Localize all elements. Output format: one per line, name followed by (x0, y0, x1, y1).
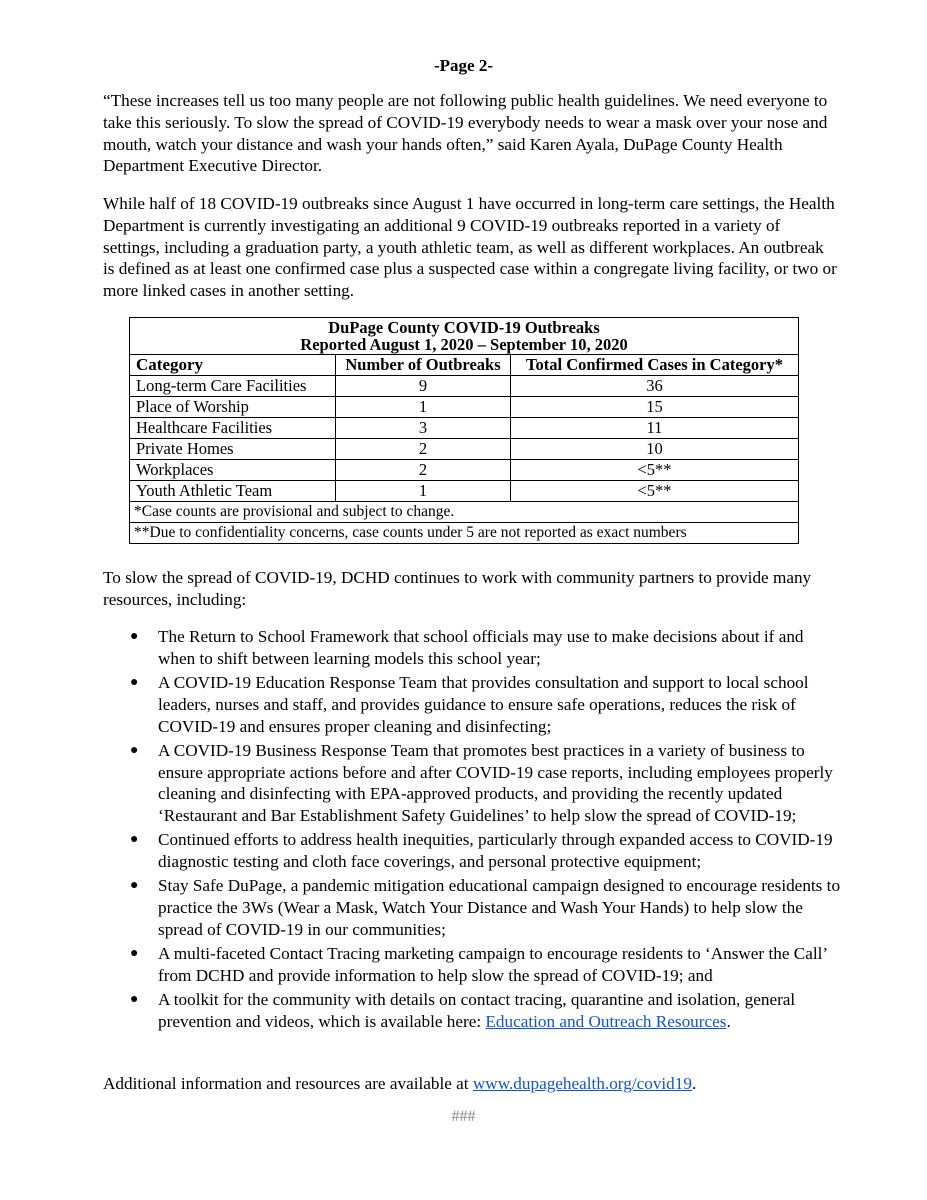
bullet-icon: ● (130, 992, 139, 1008)
bullet-icon: ● (130, 946, 139, 962)
cases-cell: <5** (511, 481, 799, 502)
table-row (130, 481, 799, 502)
additional-info-text: Additional information and resources are available at (103, 1074, 473, 1093)
page-header: -Page 2- (433, 56, 493, 75)
outbreaks-cell: 1 (336, 397, 511, 418)
table-row (130, 376, 799, 397)
list-item-text: The Return to School Framework that school officials may use to make decisions about if and when to shift between learning models this school year; (158, 627, 804, 668)
outbreaks-cell: 2 (336, 460, 511, 481)
list-item-text: Continued efforts to address health inequities, particularly through expanded access to COVID-19 diagnostic testing and cloth face coverings, and personal protective equipment; (158, 830, 833, 872)
bullet-icon: ● (130, 674, 139, 690)
list-item (103, 672, 843, 737)
outbreaks-cell: 9 (336, 376, 511, 397)
table-title-line1: DuPage County COVID-19 Outbreaks (328, 318, 600, 337)
table-header-row (130, 355, 799, 376)
list-item-text: A COVID-19 Education Response Team that provides consultation and support to local school leaders, nurses and staff, and provides guidance to ensure safe operations, reduces the risk of COVID-19 and ensures proper cleaning and disinfecting; (158, 672, 809, 736)
table-row (130, 439, 799, 460)
education-outreach-link[interactable]: Education and Outreach Resources (485, 1011, 727, 1031)
outbreaks-table (129, 317, 799, 544)
list-item-text: Stay Safe DuPage, a pandemic mitigation educational campaign designed to encourage residents to practice the 3Ws (Wear a Mask, Watch Your Distance and Wash Your Hands) to help slow the spread of COVID-19 in our communities; (158, 876, 841, 939)
table-row (130, 460, 799, 481)
category-cell: Healthcare Facilities (130, 418, 336, 439)
resources-list (103, 626, 843, 1035)
cases-cell: <5** (511, 460, 799, 481)
outbreaks-cell: 3 (336, 418, 511, 439)
list-item (103, 626, 843, 670)
list-item-text: A toolkit for the community with details on contact tracing, quarantine and isolation, general prevention and videos, which is available here: (158, 990, 796, 1031)
cases-cell: 36 (511, 376, 799, 397)
category-cell: Long-term Care Facilities (130, 376, 336, 397)
category-cell: Workplaces (130, 460, 336, 481)
list-item (103, 875, 843, 940)
outbreaks-cell: 1 (336, 481, 511, 502)
table-row (130, 397, 799, 418)
cases-cell: 10 (511, 439, 799, 460)
cases-cell: 11 (511, 418, 799, 439)
bullet-icon: ● (130, 629, 139, 644)
table-row (130, 418, 799, 439)
bullet-icon: ● (130, 878, 139, 894)
list-item (103, 989, 843, 1033)
outbreak-paragraph: While half of 18 COVID-19 outbreaks since August 1 have occurred in long-term care settings, the Health Department is currently investigating an additional 9 COVID-19 outbreaks reported in a variety of settings, including a graduation party, a youth athletic team, as well as different workplaces. An outbreak is defined as at least one confirmed case plus a suspected case within a congregate living facility, or two or more linked cases in another setting. (103, 194, 837, 301)
resources-intro: To slow the spread of COVID-19, DCHD continues to work with community partners to provide many resources, including: (103, 568, 812, 609)
table-title (130, 318, 799, 355)
list-item-suffix: . (726, 1011, 731, 1031)
table-title-line2: Reported August 1, 2020 – September 10, 2020 (300, 335, 628, 354)
additional-info-suffix: . (691, 1074, 697, 1093)
category-cell: Private Homes (130, 439, 336, 460)
cases-cell: 15 (511, 397, 799, 418)
list-item-text: A COVID-19 Business Response Team that promotes best practices in a variety of business to ensure appropriate actions before and after COVID-19 case reports, including employees properly cleaning and disinfecting with EPA-approved products, and providing the recently updated ‘Restaurant and Bar Establishment Safety Guidelines’ to help slow the spread of COVID-19; (158, 740, 833, 826)
list-item-text: A multi-faceted Contact Tracing marketing campaign to encourage residents to ‘Answer the Call’ from DCHD and provide information to help slow the spread of COVID-19; and (158, 944, 827, 985)
category-cell: Youth Athletic Team (130, 481, 336, 502)
column-header-cases: Total Confirmed Cases in Category* (511, 355, 799, 376)
list-item (103, 740, 843, 827)
list-item (103, 943, 843, 987)
column-header-outbreaks: Number of Outbreaks (336, 355, 511, 376)
category-cell: Place of Worship (130, 397, 336, 418)
end-mark: ### (451, 1108, 476, 1125)
table-note-row (130, 523, 799, 544)
bullet-icon: ● (130, 742, 139, 758)
dupage-health-link[interactable]: www.dupagehealth.org/covid19 (472, 1074, 692, 1093)
quote-paragraph: “These increases tell us too many people are not following public health guidelines. We need everyone to take this seriously. To slow the spread of COVID-19 everybody needs to wear a mask over your nose and mouth, watch your distance and wash your hands often,” said Karen Ayala, DuPage County Health Department Executive Director. (103, 91, 828, 176)
additional-info-paragraph (103, 1073, 838, 1095)
bullet-icon: ● (130, 832, 139, 848)
list-item (103, 829, 843, 873)
outbreaks-cell: 2 (336, 439, 511, 460)
table-title-row (130, 318, 799, 355)
table-note-confidentiality: **Due to confidentiality concerns, case counts under 5 are not reported as exact numbers (130, 523, 799, 544)
column-header-category: Category (130, 355, 336, 376)
table-note-row (130, 502, 799, 523)
table-note-provisional: *Case counts are provisional and subject to change. (130, 502, 799, 523)
